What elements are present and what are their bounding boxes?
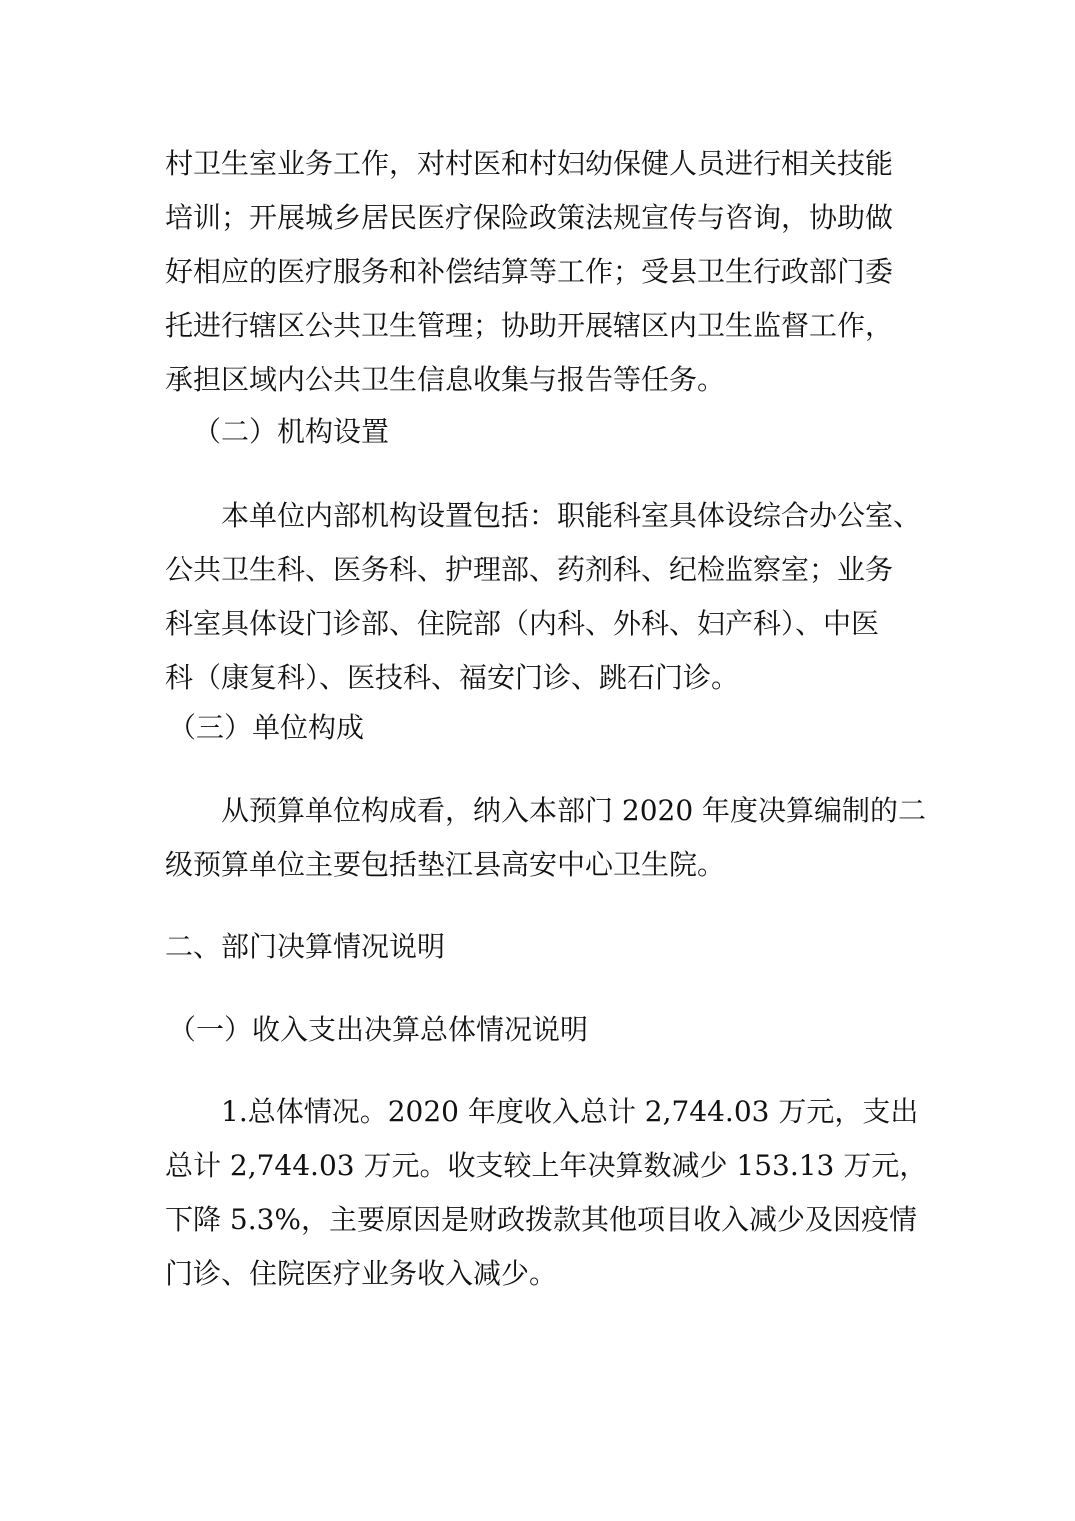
subsection-heading-overall: （一）收入支出决算总体情况说明 [168,1013,589,1046]
org-setup-line: 科（康复科）、医技科、福安门诊、跳石门诊。 [165,661,740,694]
section-heading-final-accounts: 二、部门决算情况说明 [165,930,446,963]
unit-composition-line: 从预算单位构成看，纳入本部门 2020 年度决算编制的二 [221,794,927,827]
duties-line: 好相应的医疗服务和补偿结算等工作；受县卫生行政部门委 [165,255,894,288]
org-setup-line: 科室具体设门诊部、住院部（内科、外科、妇产科）、中医 [165,607,880,640]
overall-situation-line: 总计 2,744.03 万元。收支较上年决算数减少 153.13 万元， [165,1149,928,1182]
overall-situation-line: 门诊、住院医疗业务收入减少。 [165,1257,558,1290]
overall-situation-line: 1.总体情况。2020 年度收入总计 2,744.03 万元，支出 [221,1095,919,1128]
section-heading-org-setup: （二）机构设置 [193,415,390,448]
org-setup-line: 本单位内部机构设置包括：职能科室具体设综合办公室、 [221,499,922,532]
duties-line: 承担区域内公共卫生信息收集与报告等任务。 [165,363,726,396]
org-setup-line: 公共卫生科、医务科、护理部、药剂科、纪检监察室；业务 [165,553,894,586]
unit-composition-line: 级预算单位主要包括垫江县高安中心卫生院。 [165,848,726,881]
duties-line: 村卫生室业务工作，对村医和村妇幼保健人员进行相关技能 [165,147,894,180]
duties-line: 培训；开展城乡居民医疗保险政策法规宣传与咨询，协助做 [165,201,894,234]
duties-line: 托进行辖区公共卫生管理；协助开展辖区内卫生监督工作， [165,309,894,342]
section-heading-unit-composition: （三）单位构成 [168,711,365,744]
overall-situation-line: 下降 5.3%，主要原因是财政拨款其他项目收入减少及因疫情 [165,1203,918,1236]
